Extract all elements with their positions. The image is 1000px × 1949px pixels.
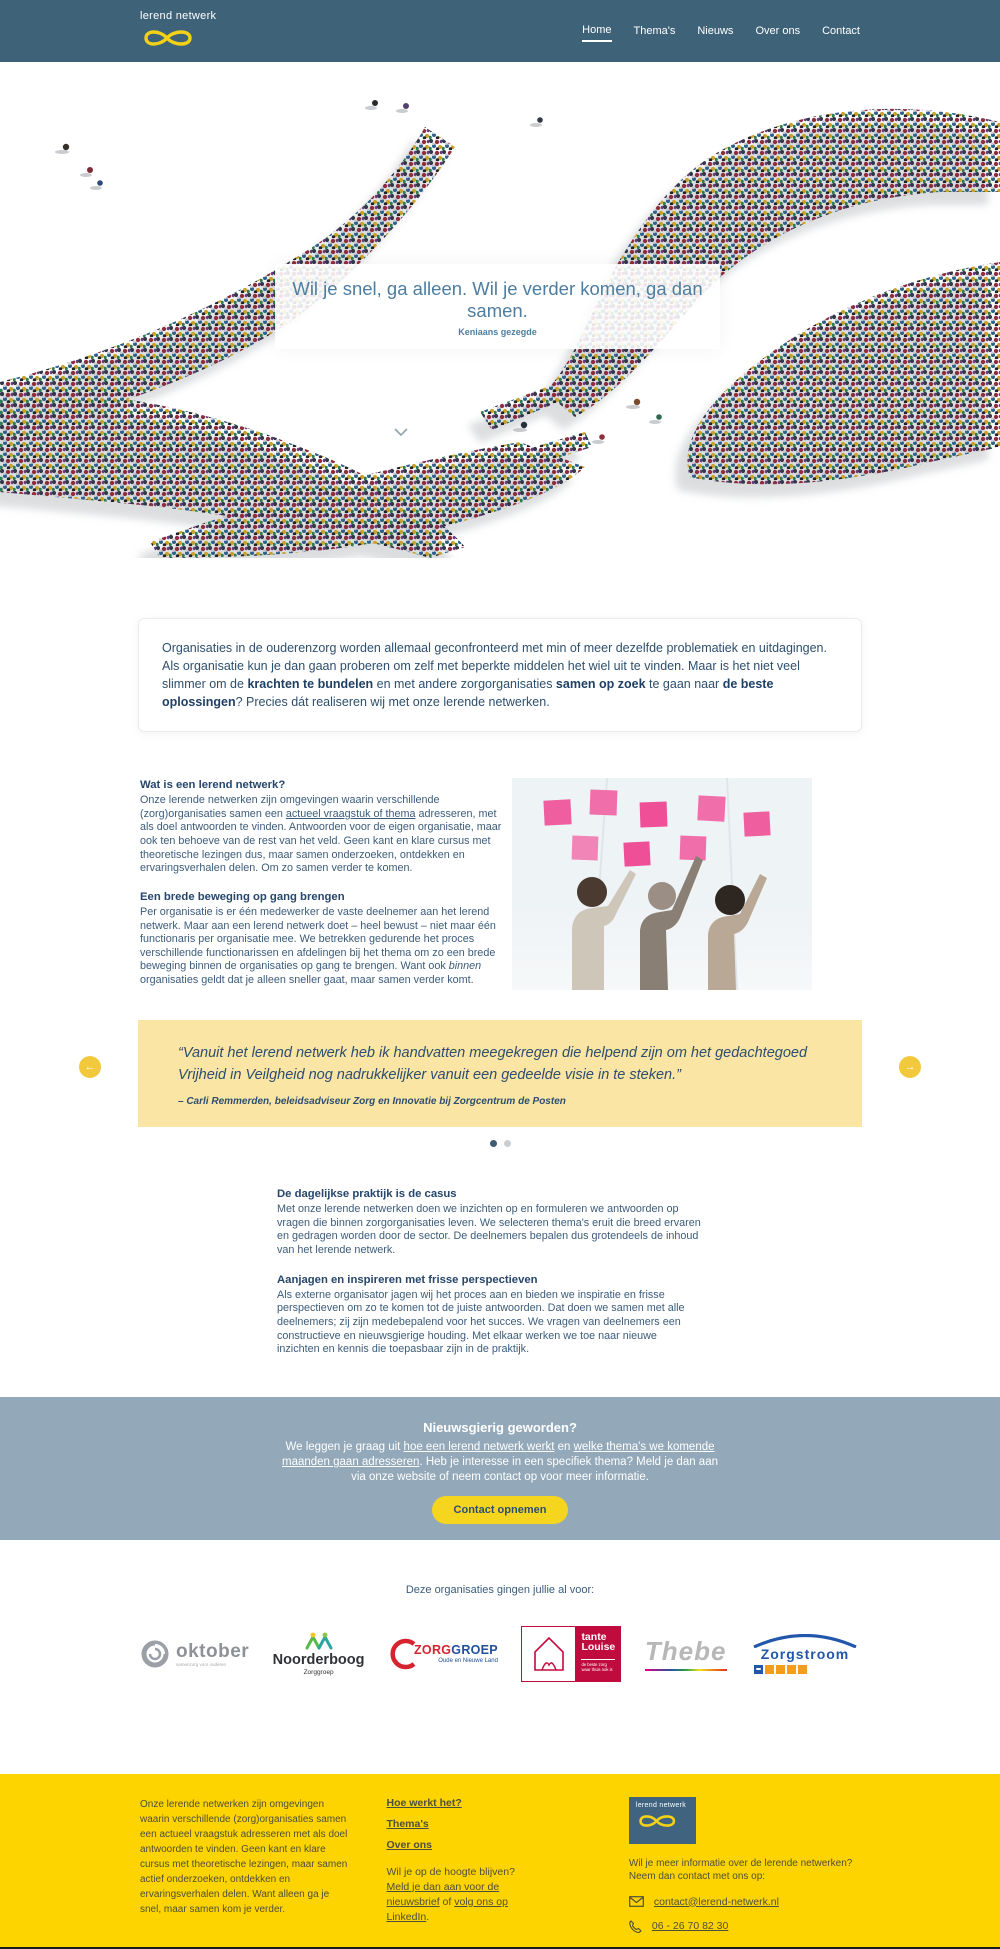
footer-phone-link[interactable]: 06 - 26 70 82 30 (651, 1920, 729, 1933)
practice-text: Met onze lerende netwerken doen we inzichten op en formuleren we antwoorden op vragen die binnen zorgorganisaties leven. We selecteren thema's eruit die breed ervaren en gedragen worden door de sector. De deelnemers bepalen dus grotendeels de inhoud van het lerende netwerk. (277, 1203, 701, 1256)
carousel-prev-button[interactable] (79, 1056, 101, 1078)
tante-louise-house-icon (532, 1635, 566, 1673)
arrow-left-icon: ← (84, 1061, 96, 1073)
contact-button[interactable]: Contact opnemen (432, 1496, 569, 1524)
movement-heading: Een brede beweging op gang brengen (140, 890, 345, 903)
footer-link-hoe-werkt-het[interactable]: Hoe werkt het? (386, 1796, 462, 1809)
about-columns (140, 778, 860, 990)
partner-logos-section (0, 1540, 1000, 1684)
testimonial-carousel (0, 1020, 1000, 1147)
intro-section (0, 558, 1000, 732)
inspire-text: Als externe organisator jagen wij het proces aan en bieden we inspiratie en frisse perspectieven om zo te komen tot de juiste antwoorden. Dat doen we samen met alle deelnemers; zij zijn medebepalend voor het succes. We vragen van deelnemers een constructieve en nieuwsgierige houding. Met elkaar werken we toe naar nieuwe inzichten en kennis die toepasbaar zijn in de praktijk. (277, 1288, 685, 1356)
newsletter-signup-link[interactable]: Meld je dan aan voor de nieuwsbrief (386, 1880, 500, 1909)
chevron-down-icon[interactable] (394, 423, 408, 441)
hero-quote-source: Keniaans gezegde (458, 327, 537, 337)
logo-noorderboog (273, 1632, 365, 1676)
zorgstroom-squares (754, 1665, 807, 1674)
nav-themas[interactable]: Thema's (633, 25, 676, 37)
footer-contact-line-2: Neem dan contact met ons op: (628, 1871, 766, 1883)
hero-quote-box (275, 264, 720, 349)
logo-zorgstroom (750, 1634, 860, 1674)
footer-email-link[interactable]: contact@lerend-netwerk.nl (653, 1895, 779, 1908)
practice-heading: De dagelijkse praktijk is de casus (277, 1188, 457, 1200)
practice-sections (277, 1187, 701, 1357)
intro-bold-3: de beste oplossingen (162, 677, 774, 709)
practice-block (277, 1187, 701, 1258)
intro-card: Organisaties in de ouderenzorg worden allemaal geconfronteerd met min of meer dezelfde problematiek en uitdagingen. Als organisatie kun je dan gaan proberen om zelf met beperkte middelen het wiel uit te vinden. Maar is het niet veel slimmer om de krachten te bundelen en met andere zorgorganisaties samen op zoek te gaan naar de beste oplossingen? Precies dát realiseren wij met onze lerende netwerken. (138, 618, 862, 732)
intro-bold-2: samen op zoek (555, 677, 646, 691)
testimonial-quote: “Vanuit het lerend netwerk heb ik handvatten meegekregen die helpend zijn om het gedachtegoed Vrijheid in Veilgheid nog nadrukkelijker vanuit een gedeelde visie in te steken.” (178, 1045, 808, 1084)
footer-link-over-ons[interactable]: Over ons (386, 1838, 433, 1851)
footer-logo (629, 1797, 696, 1844)
footer-nav-column (387, 1797, 544, 1933)
infinity-logo-icon (140, 24, 198, 52)
logo-zorggroep (388, 1637, 498, 1671)
tante-louise-name-1: tante (581, 1630, 607, 1643)
nav-home[interactable]: Home (582, 20, 611, 42)
intro-bold-1: krachten te bundelen (247, 677, 374, 691)
cta-section (0, 1397, 1000, 1540)
footer-newsletter-block: Wil je op de hoogte blijven? Meld je dan aan voor de nieuwsbrief of volg ons op LinkedIn. (387, 1865, 544, 1926)
site-header (0, 0, 1000, 62)
logo-oktober (140, 1639, 249, 1669)
zorggroep-name-1: ZORG (413, 1643, 452, 1658)
zorggroep-sub: Oude en Nieuwe Land (438, 1658, 498, 1665)
nav-contact[interactable]: Contact (822, 25, 860, 37)
phone-icon (629, 1920, 642, 1933)
logo-thebe (645, 1636, 727, 1672)
inspire-block (277, 1273, 701, 1357)
theme-link[interactable]: actueel vraagstuk of thema (285, 807, 416, 820)
noorderboog-sub: Zorggroep (303, 1668, 334, 1676)
carousel-dots (0, 1140, 1000, 1147)
thebe-rainbow-bar (645, 1669, 727, 1672)
what-heading: Wat is een lerend netwerk? (140, 779, 286, 791)
main-nav (582, 0, 860, 62)
newsletter-question: Wil je op de hoogte blijven? (386, 1865, 515, 1878)
footer-logo-text: lerend netwerk (635, 1801, 686, 1809)
thebe-name: Thebe (644, 1635, 727, 1666)
cta-body: We leggen je graag uit hoe een lerend netwerk werkt en welke thema's we komende maanden gaan adresseren. Heb je interesse in een specifiek thema? Meld je dan aan via onze website of neem contact op voor meer informatie. (281, 1440, 718, 1483)
cta-link-how-it-works[interactable]: hoe een lerend netwerk werkt (403, 1440, 555, 1453)
nav-over-ons[interactable]: Over ons (755, 25, 801, 37)
movement-italic: binnen (448, 960, 482, 973)
carousel-dot-1[interactable] (490, 1140, 497, 1147)
carousel-dot-2[interactable] (504, 1140, 511, 1147)
tante-louise-sub: de beste zorg waar thuis ook is (581, 1659, 615, 1672)
footer-infinity-logo-icon (636, 1809, 680, 1833)
testimonial-attribution: – Carli Remmerden, beleidsadviseur Zorg en Innovatie bij Zorgcentrum de Posten (178, 1095, 566, 1107)
site-logo[interactable] (140, 10, 216, 52)
cta-link-themes[interactable]: welke thema's we komende maanden gaan adresseren (281, 1440, 715, 1468)
noorderboog-name: Noorderboog (272, 1651, 365, 1668)
partner-logos-heading: Deze organisaties gingen jullie al voor: (405, 1583, 595, 1596)
logo-text: lerend netwerk (140, 10, 217, 22)
movement-paragraph: Per organisatie is er één medewerker de vaste deelnemer aan het lerend netwerk. Maar aan een lerend netwerk doet – heel bewust – niet maar één functionaris per organisatie mee. We betrekken gedurende het proces verschillende functionarissen en afdelingen bij het thema om zo een brede beweging binnen de organisaties op gang te brengen. Want ook binnen organisaties geldt dat je alleen sneller gaat, maar samen verder komt. (140, 906, 496, 986)
workshop-photo (512, 778, 812, 990)
about-text-column (140, 778, 508, 990)
footer-contact-column (629, 1797, 860, 1933)
arrow-right-icon: → (904, 1061, 916, 1073)
noorderboog-logo-icon (303, 1632, 335, 1650)
logo-tante-louise (521, 1626, 621, 1682)
oktober-name: oktober (176, 1640, 250, 1662)
tante-louise-name-2: Louise (581, 1641, 616, 1654)
what-paragraph: Onze lerende netwerken zijn omgevingen waarin verschillende (zorg)organisaties samen een actueel vraagstuk of thema adresseren, met als doel antwoorden te vinden. Antwoorden voor de eigen organisatie, maar ook ten behoeve van de rest van het veld. Geen kant en klare cursus met theoretische lezingen dus, maar samen onderzoeken, ontdekken en ervaringsverhalen delen. Om zo samen verder te komen. (140, 794, 502, 875)
carousel-next-button[interactable] (899, 1056, 921, 1078)
linkedin-link[interactable]: volg ons op LinkedIn (386, 1896, 508, 1924)
partner-logos-row (140, 1624, 860, 1684)
testimonial-card (138, 1020, 862, 1127)
intro-text: Organisaties in de ouderenzorg worden allemaal geconfronteerd met min of meer dezelfde problematiek en uitdagingen. Als organisatie kun je dan gaan proberen om zelf met beperkte middelen het wiel uit te vinden. Maar is het niet veel slimmer om de (162, 641, 827, 691)
hero-section (0, 62, 1000, 558)
cta-heading: Nieuwsgierig geworden? (423, 1419, 577, 1435)
envelope-icon (629, 1896, 644, 1907)
footer-link-themas[interactable]: Thema's (386, 1817, 429, 1830)
zorggroep-name-2: GROEP (451, 1643, 498, 1658)
hero-quote: Wil je snel, ga alleen. Wil je verder komen, ga dan samen. (292, 278, 703, 321)
footer-about-text: Onze lerende netwerken zijn omgevingen waarin verschillende (zorg)organisaties samen een actueel vraagstuk adresseren met als doel antwoorden te vinden. Geen kant en klare cursus met theoretische lezingen, maar samen actief onderzoeken, ontdekken en ervaringsverhalen delen. Want alleen ga je snel, maar samen kom je verder. (140, 1798, 348, 1915)
oktober-tagline: samenzorg voor ouderen (176, 1661, 227, 1667)
inspire-heading: Aanjagen en inspireren met frisse perspectieven (277, 1273, 538, 1286)
oktober-logo-icon (140, 1639, 170, 1669)
nav-nieuws[interactable]: Nieuws (697, 25, 734, 37)
site-footer (0, 1774, 1000, 1947)
zorgstroom-name: Zorgstroom (760, 1645, 850, 1662)
footer-contact-line-1: Wil je meer informatie over de lerende netwerken? (628, 1857, 853, 1869)
